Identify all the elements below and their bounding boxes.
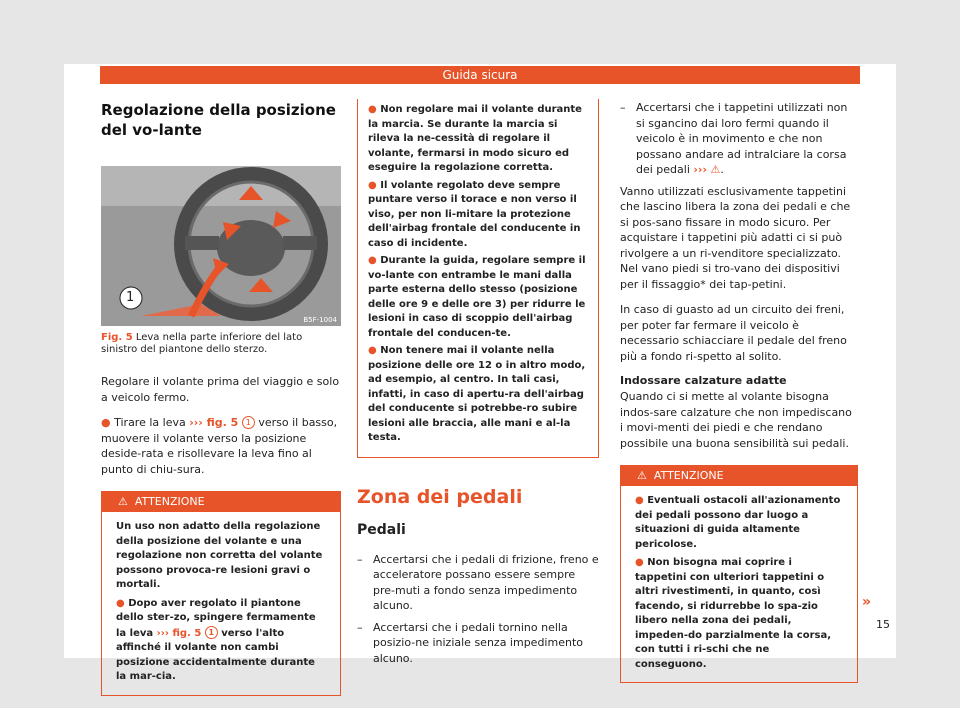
warning-header [102, 492, 340, 512]
step-text-post: verso il basso, muovere il volante verso la posizione deside-rata e risollevare la leva fino al punto di chiu-sura. [101, 416, 338, 476]
step-text-pre: Tirare la leva [114, 416, 190, 429]
warning-bullet-text: Il volante regolato deve sempre puntare verso il torace e non verso il viso, per non li-mitare la protezione dell'airbag frontale del conducente in caso di incidente. [368, 179, 581, 249]
warning-bullet [116, 597, 326, 685]
warning-box [101, 491, 341, 696]
list-item-text: Accertarsi che i pedali tornino nella posizio-ne iniziale senza impedimento alcuno. [373, 620, 583, 665]
list-item-text: Accertarsi che i pedali di frizione, freno e acceleratore possano essere sempre pre-muti a fondo senza impedimento alcuno. [373, 552, 599, 612]
paragraph: Quando ci si mette al volante bisogna indos-sare calzature che non impediscano i movi-menti dei piedi e che rendano possibile una buona sensibilità sui pedali. [620, 390, 852, 450]
paragraph: Vanno utilizzati esclusivamente tappetini che lascino libera la zona dei pedali e che si pos-sano fissare in modo sicuro. Per acquistare i tappetini più adatti ci si può rivolgere a un ri-venditore specializzato. Nel vano piedi si tro-vano dei dispositivi per il fissaggio* dei tap-petini. [620, 184, 851, 291]
page-header: Guida sicura [100, 66, 860, 84]
warning-title: ATTENZIONE [134, 495, 205, 508]
figure-callout-1: 1 [126, 290, 135, 305]
figure-code: B5F-1004 [303, 316, 337, 324]
list-item: – Accertarsi che i pedali tornino nella posizio-ne iniziale senza impedimento alcuno. [357, 620, 599, 667]
subheading: Indossare calzature adatte [620, 374, 787, 387]
steering-wheel-figure [101, 166, 341, 326]
warning-bullet [635, 494, 843, 552]
warning-title: ATTENZIONE [653, 469, 724, 482]
bullet-icon: ● [116, 597, 125, 609]
caption-ref: Fig. 5 [101, 332, 133, 343]
warning-box [620, 465, 858, 683]
warning-bullet-pre: Dopo aver regolato il piantone dello ster-zo, spingere fermamente la leva [116, 597, 316, 639]
warning-body [621, 486, 857, 682]
column-middle [357, 99, 599, 672]
warning-bullet-text: Non bisogna mai coprire i tappetini con ulteriori tappetini o altri rivestimenti, in quanto, così facendo, si ridurrebbe lo spa-zio libero nella zona dei pedali, impeden-do parzialmente la corsa, con tutti i ri-schi che ne conseguono. [635, 557, 832, 670]
callout-number: 1 [242, 416, 255, 429]
steering-wheel-illustration [101, 166, 341, 326]
warning-bullet [368, 103, 588, 176]
warning-triangle-icon: ⚠ [637, 469, 647, 482]
list-item-text: Accertarsi che i tappetini utilizzati non si sgancino dai loro fermi quando il veicolo è in movimento e che non possano andare ad intralciare la corsa dei pedali [636, 101, 848, 176]
bullet-icon: ● [368, 179, 377, 191]
bullet-icon: ● [635, 557, 644, 568]
step-paragraph [101, 415, 341, 477]
paragraph: In caso di guasto ad un circuito dei freni, per poter far fermare il veicolo è necessario schiacciare il pedale del freno più a fondo ri-spetto al solito. [620, 303, 847, 363]
column-right [620, 100, 858, 683]
bullet-icon: ● [368, 255, 377, 266]
warning-header [621, 466, 857, 486]
continue-arrow-icon: » [862, 594, 872, 610]
page-number: 15 [876, 618, 890, 631]
bullet-icon: ● [101, 416, 111, 429]
callout-number: 1 [205, 626, 218, 639]
list-item: – Accertarsi che i tappetini utilizzati non si sgancino dai loro fermi quando il veicolo è in movimento e che non possano andare ad intralciare la corsa dei pedali ››› ⚠. [620, 101, 848, 176]
intro-paragraph: Regolare il volante prima del viaggio e solo a veicolo fermo. [101, 375, 340, 404]
warning-bullet [368, 344, 588, 446]
warning-bullet [635, 556, 843, 672]
bullet-icon: ● [368, 345, 377, 356]
figure-caption [101, 332, 341, 356]
fig-link[interactable]: ››› fig. 5 [189, 416, 239, 429]
warning-bullet [368, 179, 588, 252]
warning-bullet-text: Non regolare mai il volante durante la marcia. Se durante la marcia si rileva la ne-cessità di regolare il volante, fermarsi in modo sicuro ed eseguire la regolazione corretta. [368, 104, 582, 173]
warning-bullet-text: Durante la guida, regolare sempre il vo-lante con entrambe le mani dalla parte esterna dello stesso (posizione delle ore 9 e delle ore 3) per ridurre le lesioni in caso di scoppio dell'airbag frontale del conducen-te. [368, 255, 586, 339]
warning-bullet-text: Eventuali ostacoli all'azionamento dei pedali possono dar luogo a situazioni di guida altamente pericolose. [635, 495, 841, 550]
warning-bullet-post: verso l'alto affinché il volante non cambi posizione accidentalmente durante la mar-cia. [116, 627, 315, 682]
fig-link[interactable]: ››› fig. 5 [156, 627, 202, 639]
bullet-icon: ● [635, 495, 644, 506]
subsection-title: Pedali [357, 521, 406, 538]
warning-bullet-text: Non tenere mai il volante nella posizione delle ore 12 o in altro modo, ad esempio, al centro. In tali casi, infatti, in caso di apertu-ra dell'airbag del conducente si potrebbe-ro subire lesioni alle braccia, alle mani e al-la testa. [368, 345, 586, 443]
warning-triangle-icon: ⚠ [710, 163, 721, 176]
list-item: – Accertarsi che i pedali di frizione, freno e acceleratore possano essere sempre pre-muti a fondo senza impedimento alcuno. [357, 552, 599, 612]
caption-text: Leva nella parte inferiore del lato sinistro del piantone dello sterzo. [101, 332, 303, 355]
chapter-title: Zona dei pedali [357, 485, 523, 508]
column-left [101, 100, 341, 696]
warning-paragraph: Un uso non adatto della regolazione della posizione del volante e una regolazione non corretta del volante possono provoca-re lesioni gravi o mortali. [116, 521, 323, 590]
section-title: Regolazione della posizione del vo-lante [101, 101, 336, 139]
bullet-icon: ● [368, 104, 377, 115]
warning-continued-box [357, 99, 599, 458]
warning-link[interactable]: ››› [693, 163, 707, 176]
warning-triangle-icon: ⚠ [118, 495, 128, 508]
warning-bullet [368, 254, 588, 341]
warning-body [102, 512, 340, 695]
